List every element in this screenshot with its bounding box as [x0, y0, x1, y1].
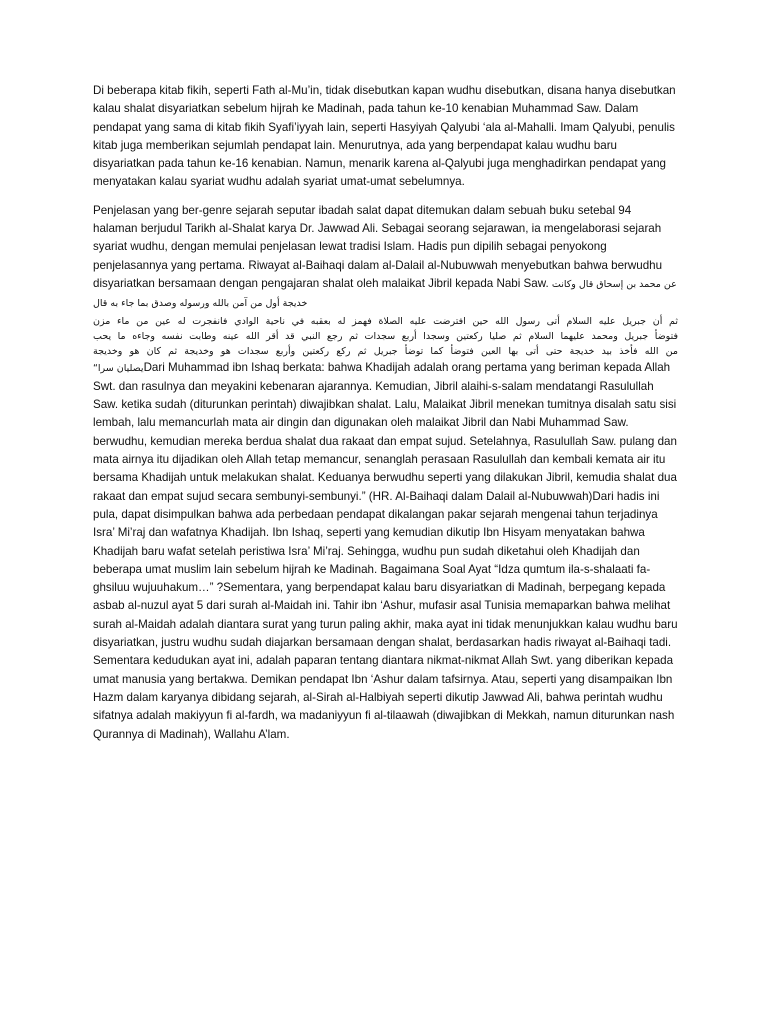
arabic-hadith-line: فتوضأ جبريل ومحمد عليهما السلام ثم صليا ركعتين وسجدا أربع سجدات ثم رجع النبي قد أقر الله عينه وطابت نفسه وجاءه ما يحب: [93, 330, 678, 342]
arabic-hadith-line: من الله فأخذ بيد خديجة حتى أتى بها العين فتوضأ كما توضأ جبريل ثم ركع ركعتين وأربع سجدات هو وخديجة ثم كان هو وخديجة: [93, 345, 678, 357]
arabic-hadith-line: ثم أن جبريل عليه السلام أتى رسول الله حين افترضت عليه الصلاة فهمز له بعقبه في ناحية الوادي فانفجرت له عين من ماء مزن: [93, 315, 678, 327]
paragraph-translation-text: Dari Muhammad ibn Ishaq berkata: bahwa Khadijah adalah orang pertama yang beriman kepada Allah Swt. dan rasulnya dan meyakini kebenaran ajarannya. Kemudian, Jibril alaihi-s-salam mendatangi Rasulullah Saw. ketika sudah (diturunkan perintah) diwajibkan shalat. Lalu, Malaikat Jibril menekan tumitnya disalah satu sisi lembah, lalu memancurlah mata air dingin dan digunakan oleh malaikat Jibril dan Nabi Muhammad Saw. berwudhu, kemudian mereka berdua shalat dua rakaat dan empat sujud. Setelahnya, Rasulullah Saw. pulang dan mata airnya itu dijadikan oleh Allah tetap memancur, senanglah perasaan Rasulullah dan kembali kemata air itu bersama Khadijah untuk melakukan shalat. Keduanya berwudhu seperti yang dilakukan Jibril, kemudia shalat dua rakaat dan empat sujud secara sembunyi-sembunyi.” (HR. Al-Baihaqi dalam Dalail al-Nubuwwah)Dari hadis ini pula, dapat disimpulkan bahwa ada perbedaan pendapat dikalangan pakar sejarah mengenai tahun terjadinya Isra’ Mi’raj dan wafatnya Khadijah. Ibn Ishaq, seperti yang kemudian dikutip Ibn Hisyam menyatakan bahwa Khadijah baru wafat setelah peristiwa Isra’ Mi’raj. Sehingga, wudhu pun sudah diketahui oleh Khadijah dan beberapa umat muslim lain sebelum hijrah ke Madinah. Bagaimana Soal Ayat “Idza qumtum ila-s-shalaati fa-ghsiluu wujuuhakum…” ?Sementara, yang berpendapat kalau baru disyariatkan di Madinah, berpegang kepada asbab al-nuzul ayat 5 dari surah al-Maidah ini. Tahir ibn ‘Ashur, mufasir asal Tunisia memaparkan bahwa melihat surah al-Maidah adalah diantara surat yang turun paling akhir, maka ayat ini tidak menunjukkan kalau wudhu baru disyariatkan, justru wudhu sudah diajarkan bersamaan dengan shalat, berdasarkan hadis riwayat al-Baihaqi tadi. Sementara kedudukan ayat ini, adalah paparan tentang diantara nikmat-nikmat Allah Swt. yang diberikan kepada umat manusia yang bertakwa. Demikan pendapat Ibn ‘Ashur dalam tafsirnya. Atau, seperti yang disampaikan Ibn Hazm dalam karyanya dibidang sejarah, al-Sirah al-Halbiyah seperti dikutip Jawwad Ali, bahwa perintah wudhu sifatnya adalah makiyyun fi al-fardh, wa madaniyyun fi al-tilaawah (diwajibkan di Mekkah, namun diturunkan nash Qurannya di Madinah), Wallahu A’lam.: [93, 360, 678, 741]
document-page: [93, 82, 678, 754]
paragraph-intro-text: Penjelasan yang ber-genre sejarah seputar ibadah salat dapat ditemukan dalam sebuah buku setebal 94 halaman berjudul Tarikh al-Shalat karya Dr. Jawwad Ali. Sebagai seorang sejarawan, ia mengelaborasi sejarah syariat wudhu, dengan memulai penjelasan lewat tradisi Islam. Hadis pun dipilih sebagai penyokong penjelasannya yang pertama. Riwayat al-Baihaqi dalam al-Dalail al-Nubuwwah menyebutkan bahwa berwudhu disyariatkan bersamaan dengan pengajaran shalat oleh malaikat Jibril kepada Nabi Saw.: [93, 203, 663, 290]
arabic-hadith-end: يصليان سرا“: [93, 362, 144, 374]
paragraph-wudhu-fiqh: Di beberapa kitab fikih, seperti Fath al-Mu’in, tidak disebutkan kapan wudhu disebutkan, disana hanya disebutkan kalau shalat disyariatkan sebelum hijrah ke Madinah, pada tahun ke-10 kenabian Muhammad Saw. Dalam pendapat yang sama di kitab fikih Syafi’iyyah lain, seperti Hasyiyah Qalyubi ‘ala al-Mahalli. Imam Qalyubi, penulis kitab juga memberikan sejumlah pendapat lain. Menurutnya, ada yang berpendapat kalau wudhu baru disyariatkan pada tahun ke-16 kenabian. Namun, menarik karena al-Qalyubi juga menghadirkan pendapat yang menyatakan kalau syariat wudhu adalah syariat umat-umat sebelumnya.: [93, 84, 676, 189]
paragraph-wudhu-history: [93, 202, 678, 744]
arabic-hadith-inline: عن محمد بن إسحاق قال وكانت خديجة أول من آمن بالله ورسوله وصدق بما جاء به قال: [93, 278, 677, 310]
